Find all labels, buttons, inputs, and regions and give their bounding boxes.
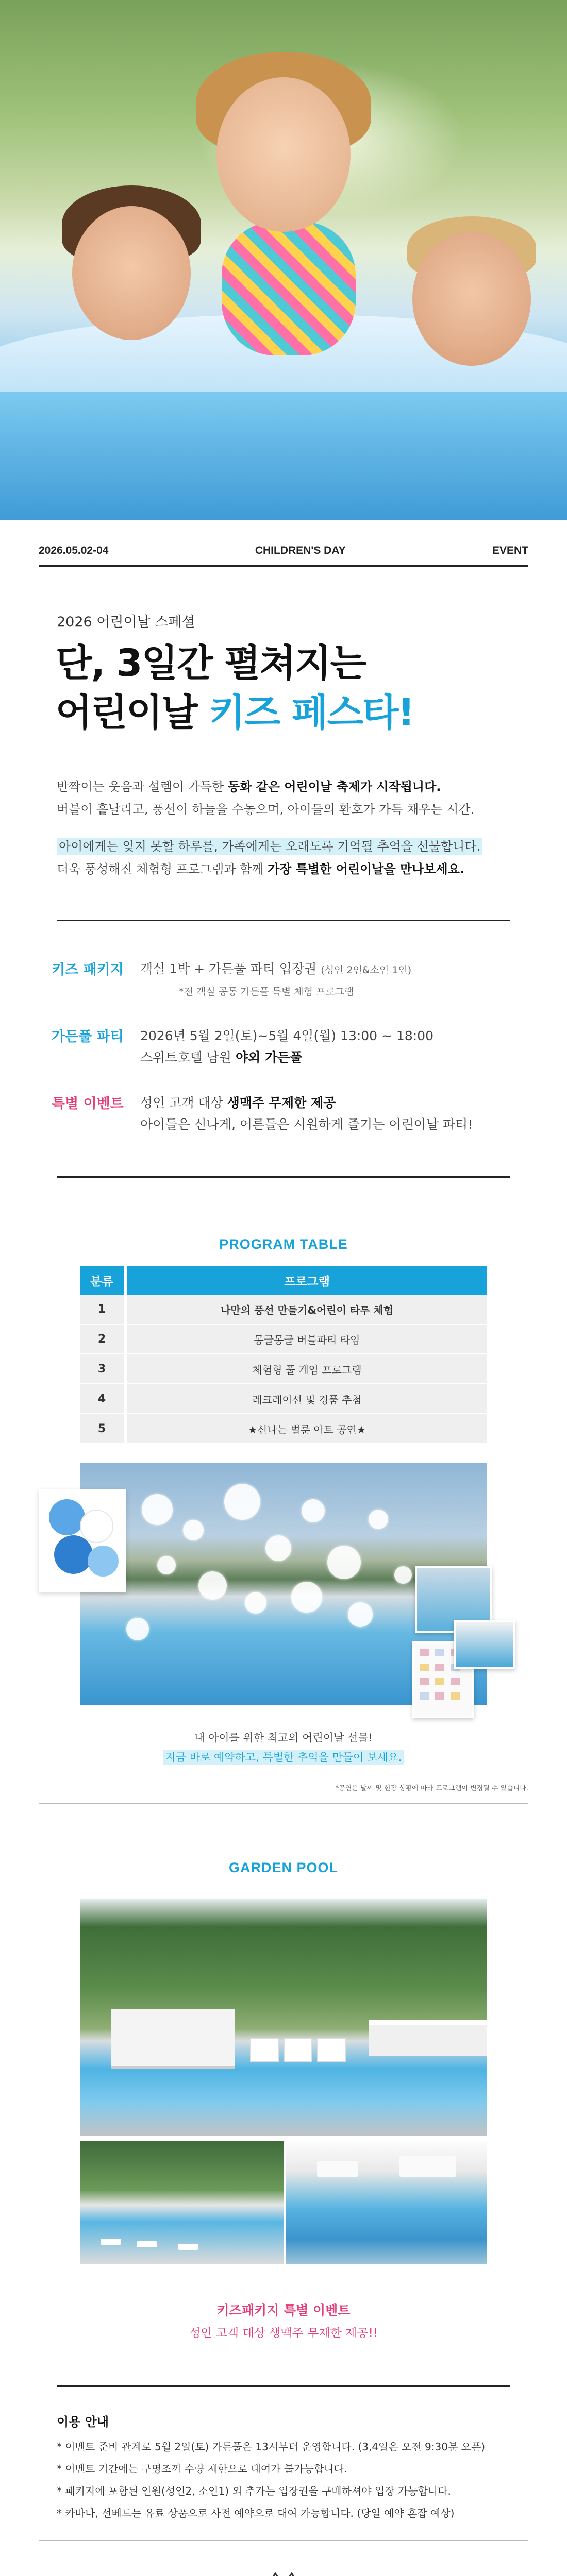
garden-pool-photo: [80, 1899, 487, 2136]
row-program: ★신나는 벌룬 아트 공연★: [127, 1414, 487, 1443]
page-title: [56, 639, 414, 738]
table-row: [80, 1325, 487, 1354]
headline-line2: [56, 688, 414, 738]
garden-place: [140, 1047, 522, 1069]
headline-line2-prefix: 어린이날: [56, 691, 209, 735]
info-bar: [39, 536, 528, 567]
kids-value-main: 객실 1박 + 가든풀 파티 입장권: [140, 961, 317, 976]
description-line4: [57, 858, 521, 880]
usage-item: * 패키지에 포함된 인원(성인2, 소인1) 외 추가는 입장권을 구매하셔야 입장 가능합니다.: [57, 2485, 451, 2497]
garden-party-label: 가든풀 파티: [52, 1029, 124, 1045]
desc-line4-bold: 가장 특별한 어린이날을 만나보세요.: [268, 862, 465, 876]
desc-line3-highlight: 아이에게는 잊지 못할 하루를, 가족에게는 오래도록 기억될 추억을 선물합니다.: [57, 838, 482, 855]
usage-list: [57, 2436, 521, 2524]
event-theme: CHILDREN'S DAY: [255, 544, 346, 556]
row-number: 4: [80, 1384, 124, 1413]
row-number: 1: [80, 1295, 124, 1324]
row-program: 체험형 풀 게임 프로그램: [127, 1354, 487, 1383]
kids-event-sub: 성인 고객 대상 생맥주 무제한 제공!!: [189, 2327, 378, 2340]
usage-item: * 이벤트 기간에는 구명조끼 수량 제한으로 대여가 불가능합니다.: [57, 2463, 347, 2475]
headline-line1: 단, 3일간 펼쳐지는: [56, 641, 365, 685]
usage-item: * 이벤트 준비 관계로 5월 2일(토) 가든풀은 13시부터 운영합니다. (3,4일은 오전 9:30분 오픈): [57, 2441, 486, 2453]
program-table: [80, 1266, 487, 1444]
divider-middle: [57, 1176, 510, 1178]
caption-reserve-highlight: 지금 바로 예약하고, 특별한 추억을 만들어 보세요.: [163, 1750, 404, 1765]
row-program: 레크레이션 및 경품 추첨: [127, 1384, 487, 1413]
row-program: 몽글몽글 버블파티 타임: [127, 1325, 487, 1353]
hero-photo-kids-pool: [0, 0, 567, 520]
divider-top: [57, 920, 510, 921]
desc-line1-bold: 동화 같은 어린이날 축제가 시작됩니다.: [227, 779, 441, 794]
event-tag: EVENT: [492, 544, 528, 556]
special-line1-text: 성인 고객 대상: [140, 1095, 227, 1110]
row-program: 나만의 풍선 만들기&어린이 타투 체험: [127, 1295, 487, 1324]
divider-usage: [57, 2385, 510, 2387]
kids-value-small: (성인 2인&소인 1인): [321, 964, 412, 976]
garden-pool-title: GARDEN POOL: [228, 1860, 338, 1875]
special-line2: 아이들은 신나게, 어른들은 시원하게 즐기는 어린이날 파티!: [140, 1117, 473, 1132]
desc-line1-text: 반짝이는 웃음과 설렘이 가득한: [57, 779, 228, 794]
garden-place-bold: 야외 가든풀: [235, 1050, 303, 1065]
divider-note: [39, 1803, 528, 1804]
divider-footer: [39, 2540, 528, 2541]
special-line1: [140, 1092, 522, 1114]
garden-date: 2026년 5월 2일(토)~5월 4일(월) 13:00 ~ 18:00: [140, 1028, 433, 1043]
program-table-title: PROGRAM TABLE: [219, 1236, 348, 1252]
row-number: 5: [80, 1414, 124, 1443]
hotel-logo: [0, 2568, 567, 2576]
description-line2: 버블이 흩날리고, 풍선이 하늘을 수놓으며, 아이들의 환호가 가득 채우는 시간.: [57, 802, 475, 817]
garden-place-text: 스위트호텔 남원: [140, 1050, 236, 1065]
program-change-note: *공연은 날씨 및 현장 상황에 따라 프로그램이 변경될 수 있습니다.: [335, 1785, 528, 1792]
balloon-photo: [39, 1489, 126, 1592]
event-date: 2026.05.02-04: [39, 544, 109, 556]
row-number: 3: [80, 1354, 124, 1383]
special-line1-bold: 생맥주 무제한 제공: [227, 1095, 336, 1110]
header-program: 프로그램: [127, 1266, 487, 1295]
pool-thumbnail-2: [454, 1620, 515, 1669]
headline-accent: 키즈 페스타!: [209, 691, 414, 735]
hotel-logo-icon: [263, 2568, 304, 2576]
table-row: [80, 1384, 487, 1414]
header-category: 분류: [80, 1266, 124, 1295]
row-number: 2: [80, 1325, 124, 1353]
garden-party-value: [140, 1025, 522, 1069]
table-row: [80, 1354, 487, 1384]
garden-pool-photo-3: [286, 2141, 487, 2264]
caption-gift: 내 아이를 위한 최고의 어린이날 선물!: [194, 1732, 373, 1744]
usage-item: * 카바나, 선베드는 유료 상품으로 사전 예약으로 대여 가능합니다. (당일 예약 혼잡 예상): [57, 2507, 455, 2519]
garden-pool-photo-2: [80, 2141, 284, 2264]
description-line3: [57, 835, 521, 858]
table-row: [80, 1295, 487, 1325]
usage-title: 이용 안내: [57, 2415, 109, 2429]
kids-note: *전 객실 공통 가든풀 특별 체험 프로그램: [179, 986, 354, 997]
table-header: [80, 1266, 487, 1295]
page-subtitle: 2026 어린이날 스페셜: [57, 614, 195, 630]
kids-package-label: 키즈 패키지: [52, 962, 124, 978]
caption-reserve: [0, 1748, 567, 1767]
desc-line4-text: 더욱 풍성해진 체험형 프로그램과 함께: [57, 862, 268, 876]
special-event-value: [140, 1092, 522, 1136]
kids-event-title: 키즈패키지 특별 이벤트: [216, 2303, 351, 2318]
special-event-label: 특별 이벤트: [52, 1096, 124, 1112]
table-row: [80, 1414, 487, 1444]
description-line1: [57, 775, 521, 798]
kids-package-value: [140, 958, 522, 1003]
